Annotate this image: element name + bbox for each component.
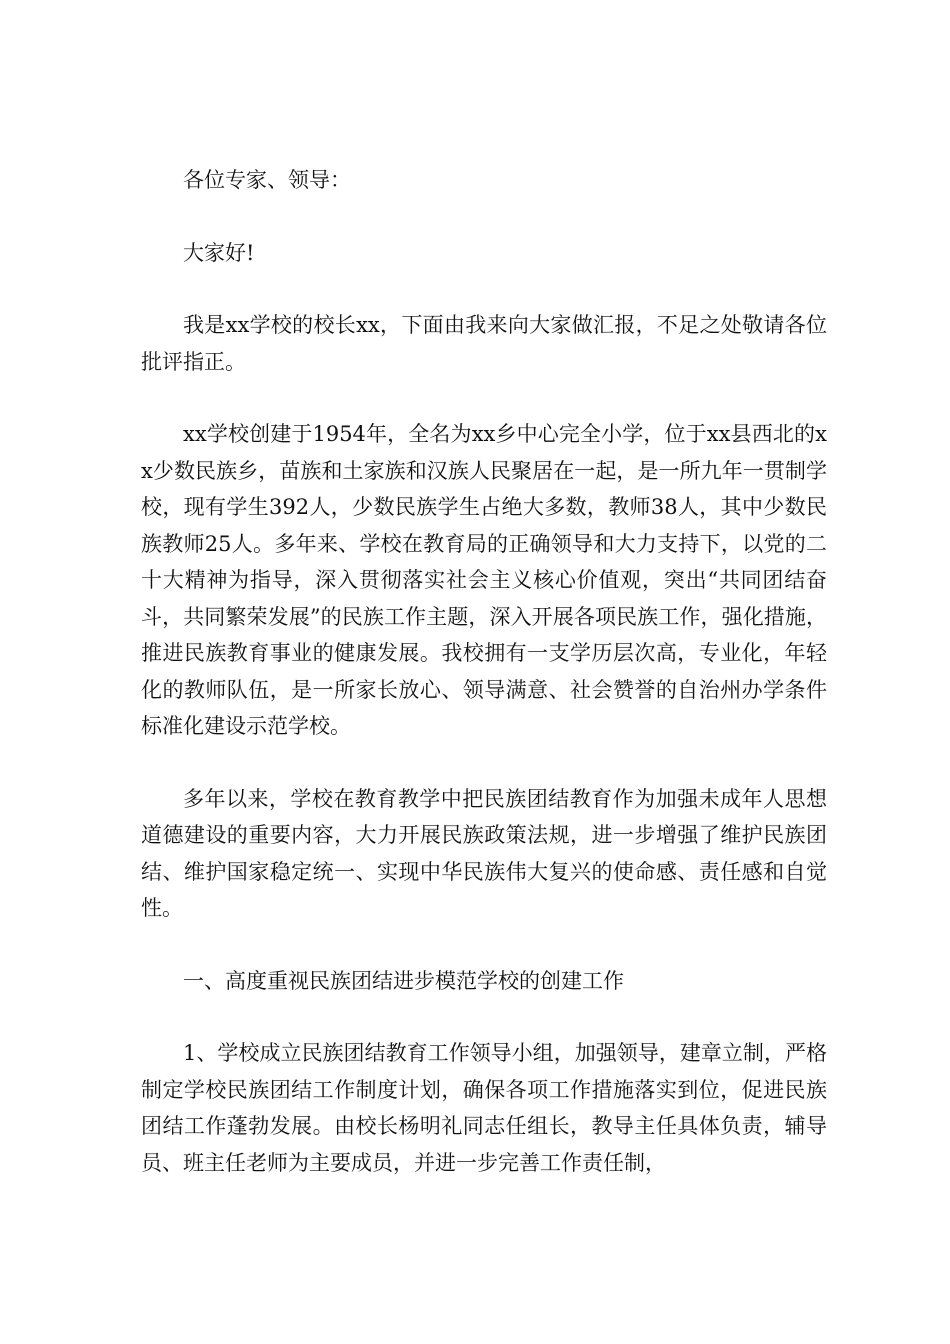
greeting-line: 各位专家、领导：	[183, 168, 351, 192]
ethnic-unity-paragraph: 多年以来，学校在教育教学中把民族团结教育作为加强未成年人思想道德建设的重要内容，大力开展民族政策法规，进一步增强了维护民族团结、维护国家稳定统一、实现中华民族伟大复兴的使命感、责任感和自觉性。	[141, 786, 827, 920]
hello-line: 大家好!	[183, 240, 255, 265]
section-item-paragraph: 1、学校成立民族团结教育工作领导小组，加强领导，建章立制，严格制定学校民族团结工作制度计划，确保各项工作措施落实到位，促进民族团结工作蓬勃发展。由校长杨明礼同志任组长，教导主任具体负责，辅导员、班主任老师为主要成员，并进一步完善工作责任制，	[141, 1041, 827, 1175]
intro-paragraph: 我是xx学校的校长xx，下面由我来向大家做汇报，不足之处敬请各位批评指正。	[141, 313, 827, 374]
section-heading: 一、高度重视民族团结进步模范学校的创建工作	[183, 968, 624, 993]
school-overview-paragraph: xx学校创建于1954年，全名为xx乡中心完全小学，位于xx县西北的xx少数民族乡，苗族和土家族和汉族人民聚居在一起，是一所九年一贯制学校，现有学生392人，少数民族学生占绝大多数，教师38人，其中少数民族教师25人。多年来、学校在教育局的正确领导和大力支持下，以党的二十大精神为指导，深入贯彻落实社会主义核心价值观，突出“共同团结奋斗，共同繁荣发展”的民族工作主题，深入开展各项民族工作，强化措施，推进民族教育事业的健康发展。我校拥有一支学历层次高，专业化，年轻化的教师队伍，是一所家长放心、领导满意、社会赞誉的自治州办学条件标准化建设示范学校。	[141, 422, 827, 738]
document-body	[141, 162, 827, 1181]
